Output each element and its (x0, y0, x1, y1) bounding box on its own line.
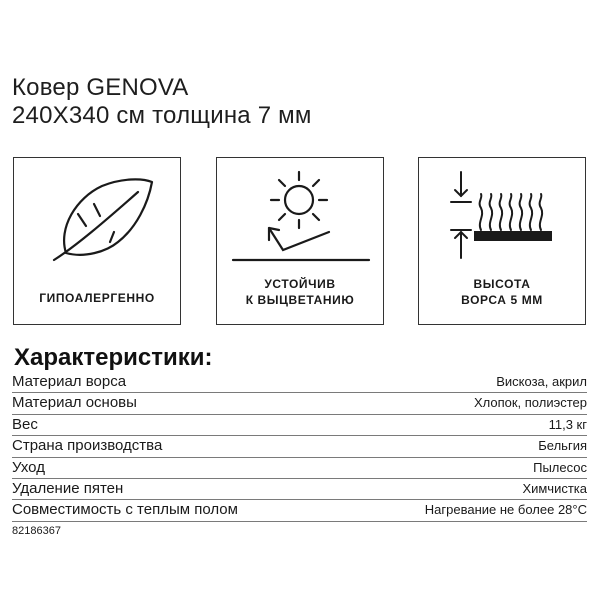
spec-label: Материал основы (12, 394, 137, 412)
spec-label: Удаление пятен (12, 479, 124, 497)
product-title (12, 74, 312, 130)
spec-label: Совместимость с теплым полом (12, 501, 238, 519)
spec-value: Пылесос (533, 459, 587, 475)
feature-card-hypoallergenic (13, 157, 181, 325)
table-row (12, 393, 587, 414)
spec-value: Хлопок, полиэстер (473, 395, 587, 411)
sku-code: 82186367 (12, 525, 61, 537)
table-row (12, 415, 587, 436)
feature-card-pile-height (418, 157, 586, 325)
spec-label: Материал ворса (12, 373, 127, 390)
spec-value: Бельгия (538, 438, 587, 454)
spec-label: Вес (12, 415, 38, 433)
feature-label: УСТОЙЧИВ К ВЫЦВЕТАНИЮ (245, 277, 355, 307)
spec-value: 11,3 кг (548, 416, 587, 432)
spec-value: Химчистка (522, 480, 587, 496)
feature-label: ГИПОАЛЕРГЕННО (39, 291, 155, 305)
table-row (12, 458, 587, 479)
spec-value: Вискоза, акрил (496, 374, 587, 389)
table-row (12, 436, 587, 457)
spec-label: Страна производства (12, 437, 163, 455)
spec-label: Уход (12, 458, 45, 476)
table-row (12, 479, 587, 500)
table-row (12, 500, 587, 521)
table-row (12, 372, 587, 393)
spec-value: Нагревание не более 28°C (424, 502, 587, 518)
specs-table (12, 372, 587, 522)
product-size: 240X340 см толщина 7 мм (12, 102, 312, 129)
feature-card-fade-resistant (216, 157, 384, 325)
feature-label: ВЫСОТА ВОРСА 5 ММ (461, 277, 543, 307)
product-name: Ковер GENOVA (12, 74, 189, 101)
specs-heading: Характеристики: (14, 344, 213, 371)
